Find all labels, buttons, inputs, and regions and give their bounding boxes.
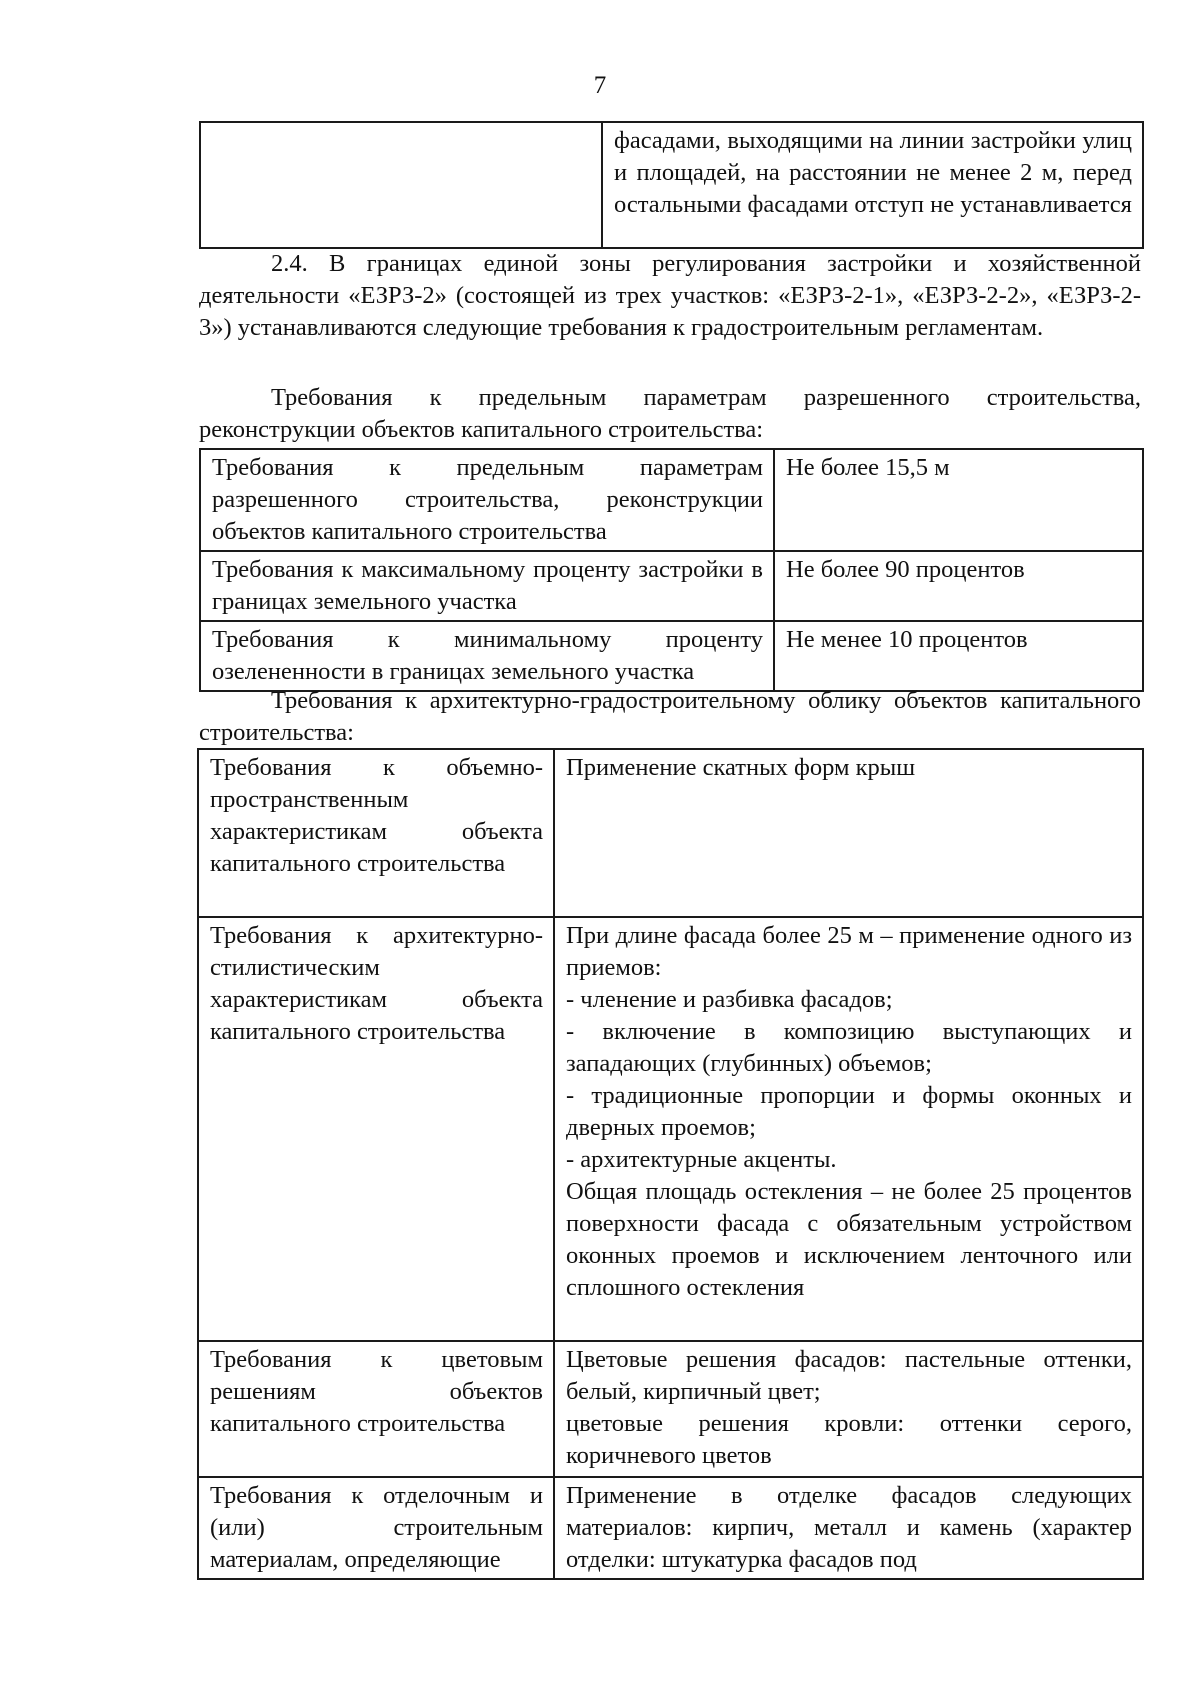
table-cell-value [554,917,1143,1341]
table-row [198,917,1143,1341]
table-cell-requirement: Требования к архитектурно-стилистическим характеристикам объекта капитального строительства [198,917,554,1341]
table-cell-requirement: Требования к цветовым решениям объектов капитального строительства [198,1341,554,1477]
list-item: - включение в композицию выступающих и западающих (глубинных) объемов; [566,1018,1132,1077]
facade-colors: Цветовые решения фасадов: пастельные оттенки, белый, кирпичный цвет; [566,1346,1132,1405]
table-cell-requirement: Требования к предельным параметрам разрешенного строительства, реконструкции объектов капитального строительства [200,449,774,551]
table-cell-value [554,1341,1143,1477]
value-intro: При длине фасада более 25 м – применение одного из приемов: [566,922,1132,981]
technique-list [566,984,1132,1176]
table-cell-value: Не менее 10 процентов [774,621,1143,691]
continuation-table [199,121,1144,249]
value-outro: Общая площадь остекления – не более 25 процентов поверхности фасада с обязательным устройством оконных проемов и исключением ленточного или сплошного остекления [566,1178,1132,1301]
arch-table [197,748,1144,1580]
table-row [198,1341,1143,1477]
list-item: - традиционные пропорции и формы оконных и дверных проемов; [566,1082,1132,1141]
table-row [200,621,1143,691]
table-row [198,1477,1143,1579]
section-paragraph-2-4: 2.4. В границах единой зоны регулирования застройки и хозяйственной деятельности «ЕЗРЗ-2» (состоящей из трех участков: «ЕЗРЗ-2-1», «ЕЗРЗ-2-2», «ЕЗРЗ-2-3») устанавливаются следующие требования к градостроительным регламентам. [199,250,1141,341]
roof-colors: цветовые решения кровли: оттенки серого, коричневого цветов [566,1410,1132,1469]
table-cell-requirement: Требования к максимальному проценту застройки в границах земельного участка [200,551,774,621]
table-row [200,551,1143,621]
params-table [199,448,1144,692]
table-row [200,449,1143,551]
params-intro-paragraph: Требования к предельным параметрам разрешенного строительства, реконструкции объектов капитального строительства: [199,384,1141,443]
table-cell-requirement: Требования к минимальному проценту озелененности в границах земельного участка [200,621,774,691]
table-row [200,122,1143,248]
arch-intro-paragraph: Требования к архитектурно-градостроительному облику объектов капитального строительства: [199,687,1141,746]
list-item: - архитектурные акценты. [566,1146,837,1173]
list-item: - членение и разбивка фасадов; [566,986,893,1013]
table-cell-value: Применение в отделке фасадов следующих материалов: кирпич, металл и камень (характер отделки: штукатурка фасадов под [554,1477,1143,1579]
table-cell-value: Не более 90 процентов [774,551,1143,621]
table-cell-value: фасадами, выходящими на линии застройки улиц и площадей, на расстоянии не менее 2 м, перед остальными фасадами отступ не устанавливается [602,122,1143,248]
empty-cell [200,122,602,248]
table-cell-requirement: Требования к отделочным и (или) строительным материалам, определяющие [198,1477,554,1579]
table-row [198,749,1143,917]
table-cell-value: Не более 15,5 м [774,449,1143,551]
table-cell-value: Применение скатных форм крыш [554,749,1143,917]
table-cell-requirement: Требования к объемно-пространственным характеристикам объекта капитального строительства [198,749,554,917]
page-number: 7 [593,72,607,99]
